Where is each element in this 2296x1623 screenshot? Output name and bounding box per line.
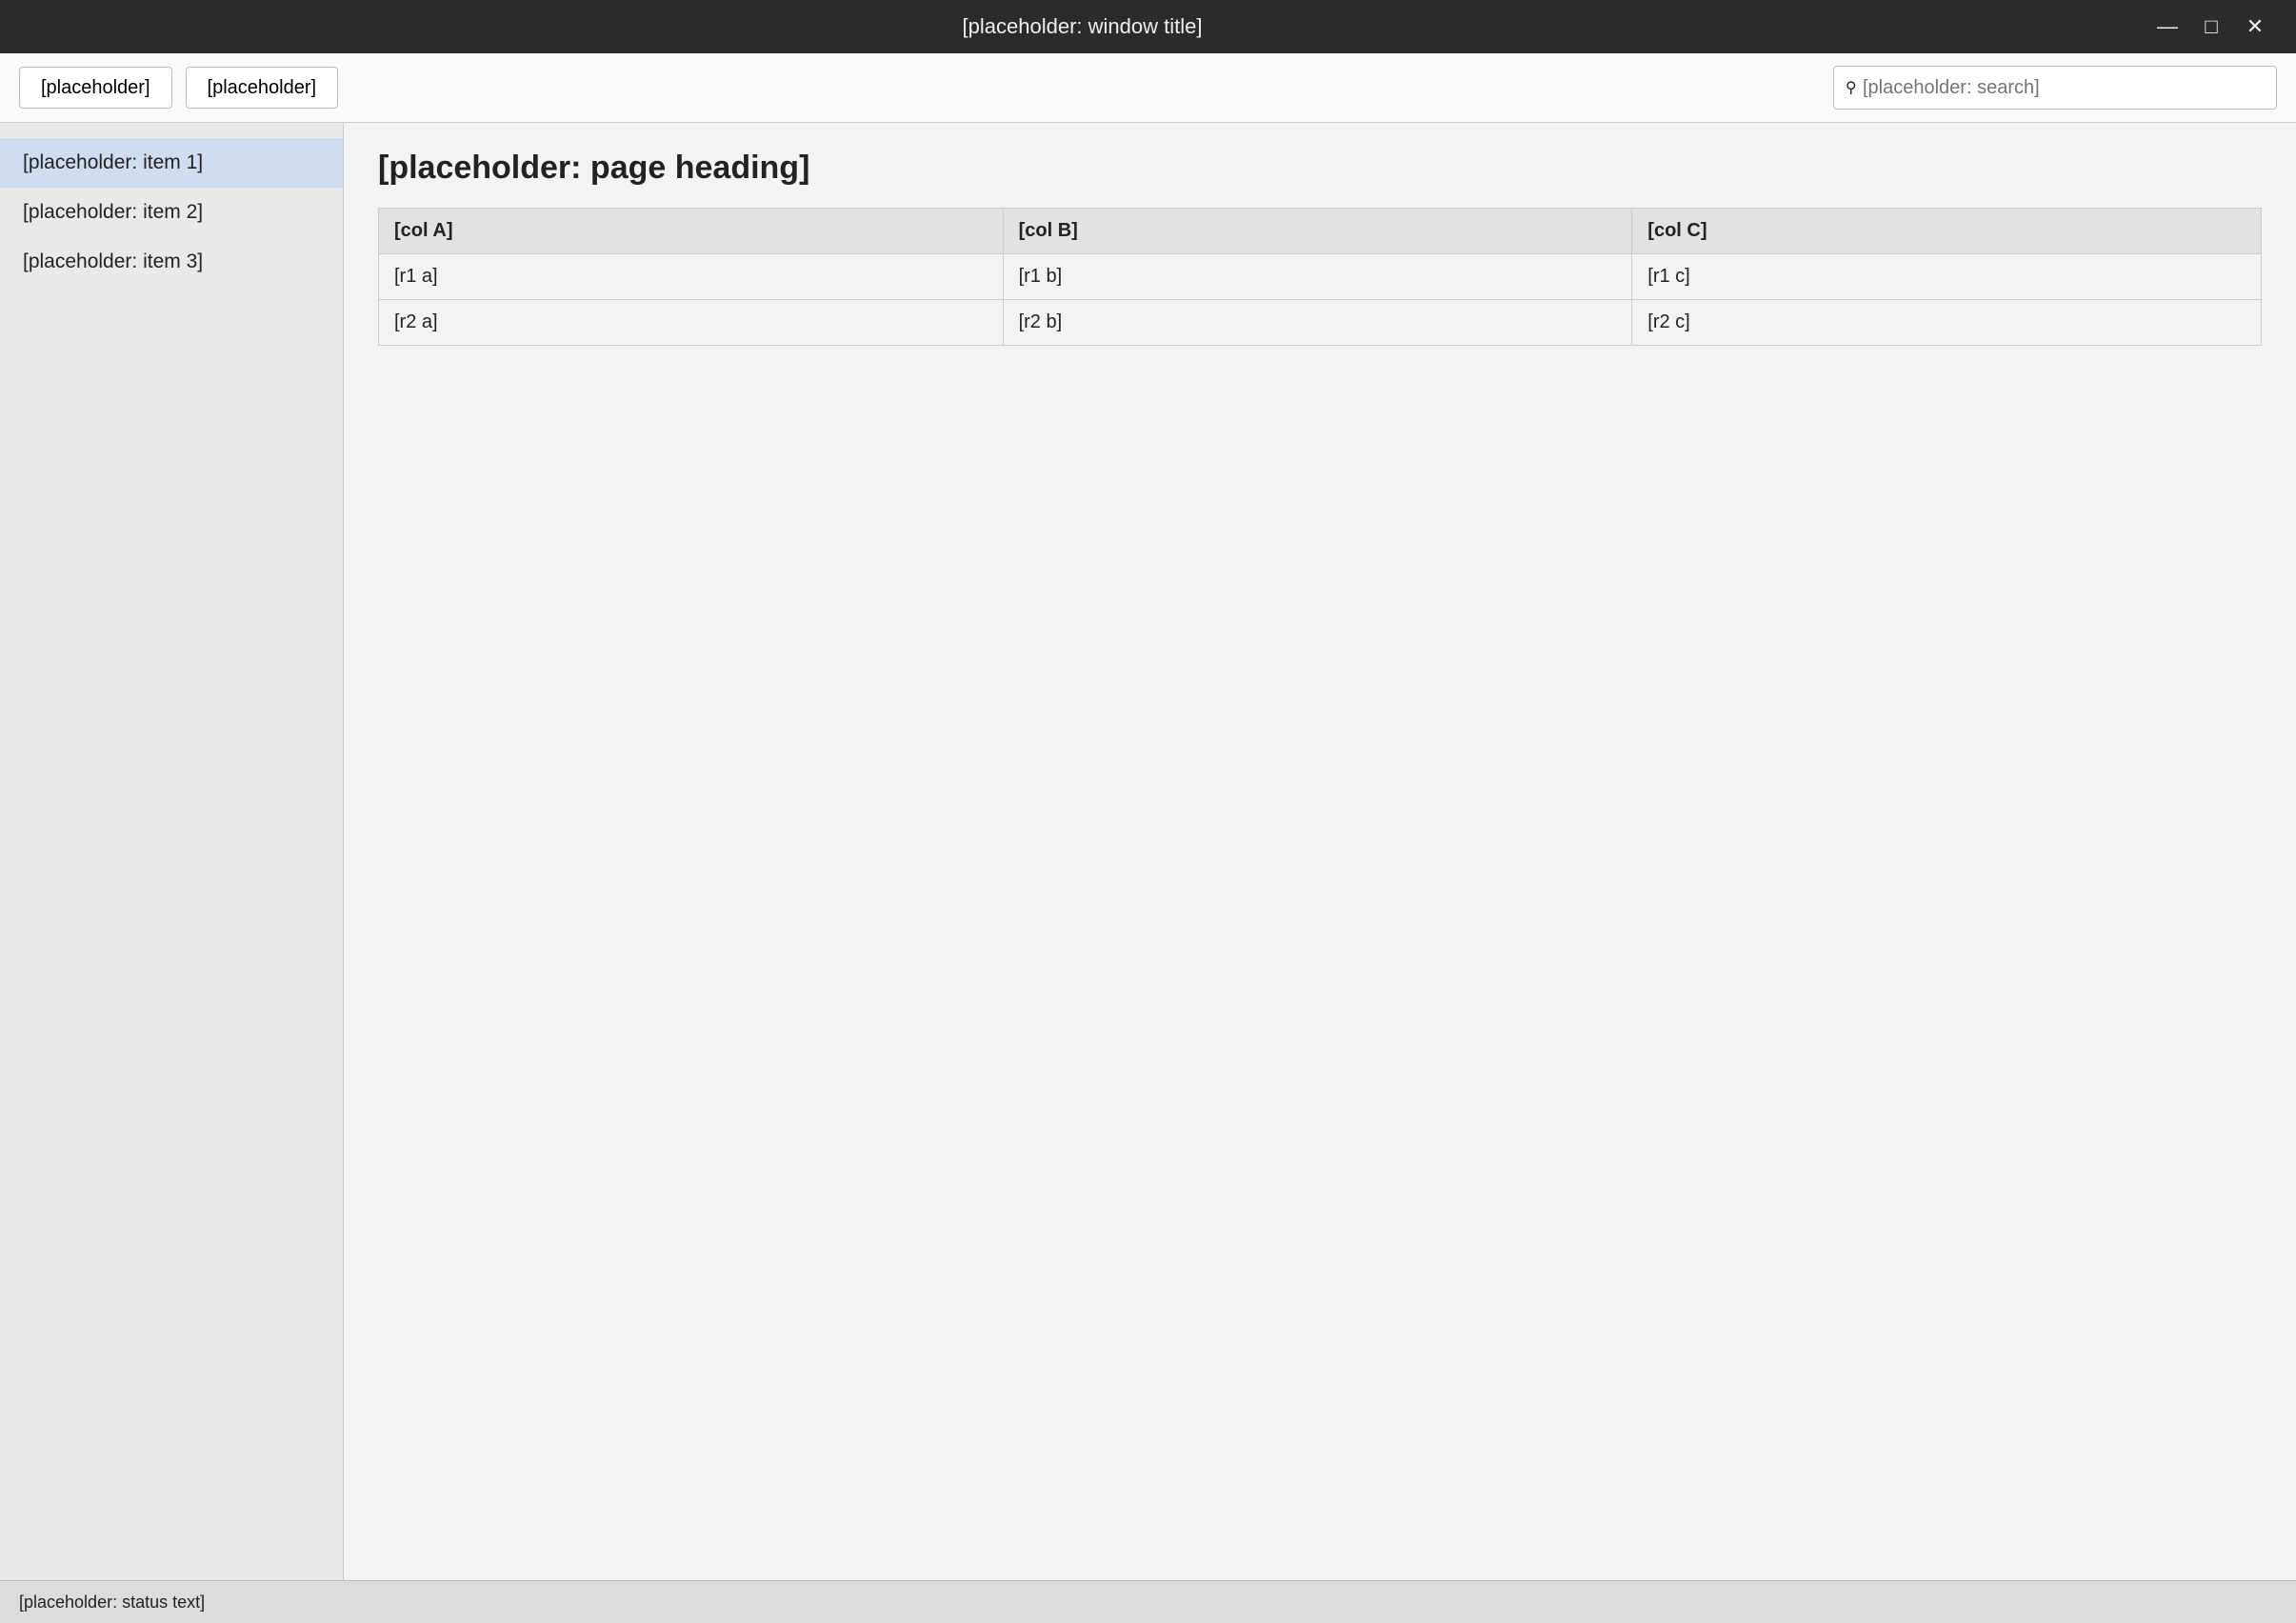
page-title: [placeholder: page heading] xyxy=(378,150,810,186)
column-header[interactable]: [col C] xyxy=(1632,209,2262,254)
sidebar xyxy=(0,123,344,1580)
toolbar xyxy=(0,53,2296,123)
table-cell: [r2 b] xyxy=(1003,300,1632,346)
status-bar xyxy=(0,1580,2296,1623)
search-icon: ⚲ xyxy=(1845,80,1861,96)
column-header[interactable]: [col A] xyxy=(379,209,1004,254)
refresh-button[interactable]: [placeholder] xyxy=(186,67,339,109)
table-cell: [r1 a] xyxy=(379,254,1004,300)
table-cell: [r1 c] xyxy=(1632,254,2262,300)
minimize-icon[interactable]: — xyxy=(2157,14,2178,38)
table-header-row xyxy=(379,209,2262,254)
main-panel xyxy=(344,123,2296,1580)
maximize-icon[interactable]: □ xyxy=(2205,14,2218,38)
table-cell: [r2 c] xyxy=(1632,300,2262,346)
title-bar xyxy=(0,0,2296,53)
sidebar-item[interactable]: [placeholder: item 3] xyxy=(23,250,204,272)
sidebar-item[interactable]: [placeholder: item 2] xyxy=(23,201,204,223)
close-icon[interactable]: ✕ xyxy=(2246,14,2265,38)
content-area xyxy=(0,123,2296,1580)
table-row[interactable] xyxy=(379,300,2262,346)
data-table xyxy=(378,208,2262,346)
status-text: [placeholder: status text] xyxy=(19,1592,206,1612)
window-title: [placeholder: window title] xyxy=(962,14,1203,38)
table-row[interactable] xyxy=(379,254,2262,300)
back-button[interactable]: [placeholder] xyxy=(19,67,172,109)
table-cell: [r1 b] xyxy=(1003,254,1632,300)
search-box xyxy=(1833,66,2277,110)
table-cell: [r2 a] xyxy=(379,300,1004,346)
search-input[interactable] xyxy=(1861,76,2265,100)
column-header[interactable]: [col B] xyxy=(1003,209,1632,254)
sidebar-item[interactable]: [placeholder: item 1] xyxy=(0,138,343,188)
